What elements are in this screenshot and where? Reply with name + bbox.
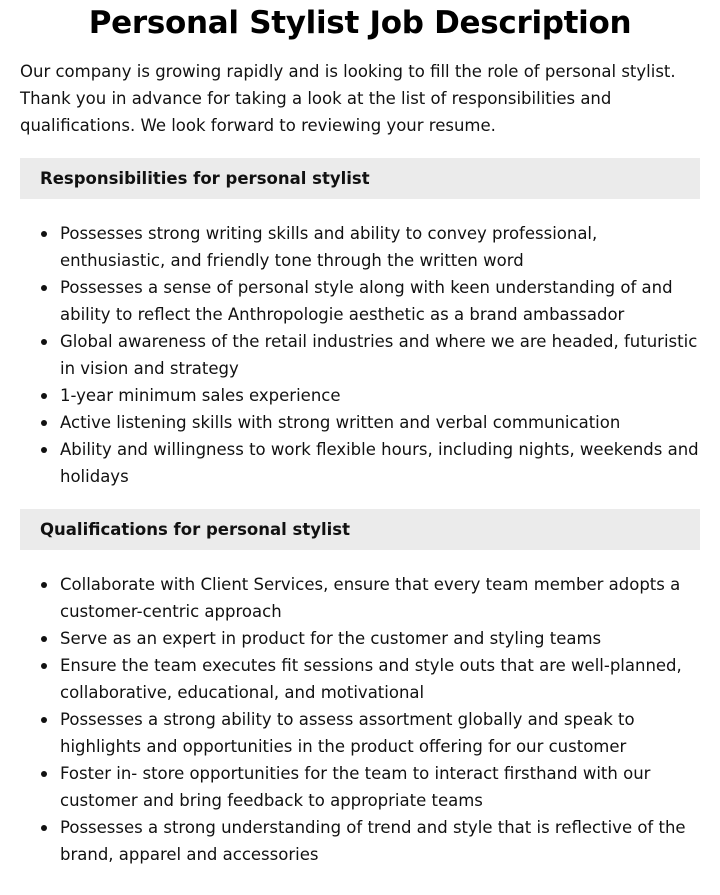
list-item: Foster in- store opportunities for the team to interact firsthand with our customer and bring feedback to appropriate teams (20, 760, 700, 814)
list-item: Collaborate with Client Services, ensure that every team member adopts a customer-centric approach (20, 571, 700, 625)
list-item: Ensure the team executes fit sessions and style outs that are well-planned, collaborative, educational, and motivational (20, 652, 700, 706)
list-item: Possesses a sense of personal style along with keen understanding of and ability to reflect the Anthropologie aesthetic as a brand ambassador (20, 274, 700, 328)
list-item: Possesses a strong understanding of trend and style that is reflective of the brand, apparel and accessories (20, 814, 700, 868)
list-item: Global awareness of the retail industries and where we are headed, futuristic in vision and strategy (20, 328, 700, 382)
qualifications-heading: Qualifications for personal stylist (20, 509, 700, 550)
list-item: Ability and willingness to work flexible hours, including nights, weekends and holidays (20, 436, 700, 490)
responsibilities-list (20, 220, 700, 490)
list-item: Active listening skills with strong written and verbal communication (20, 409, 700, 436)
page-title: Personal Stylist Job Description (88, 5, 632, 41)
list-item: Serve as an expert in product for the customer and styling teams (20, 625, 700, 652)
qualifications-list (20, 571, 700, 868)
list-item: 1-year minimum sales experience (20, 382, 700, 409)
list-item: Possesses a strong ability to assess assortment globally and speak to highlights and opportunities in the product offering for our customer (20, 706, 700, 760)
list-item: Possesses strong writing skills and ability to convey professional, enthusiastic, and friendly tone through the written word (20, 220, 700, 274)
responsibilities-heading: Responsibilities for personal stylist (20, 158, 700, 199)
intro-paragraph: Our company is growing rapidly and is looking to fill the role of personal stylist. Thank you in advance for taking a look at the list of responsibilities and qualifications. We look forward to reviewing your resume. (20, 62, 676, 135)
